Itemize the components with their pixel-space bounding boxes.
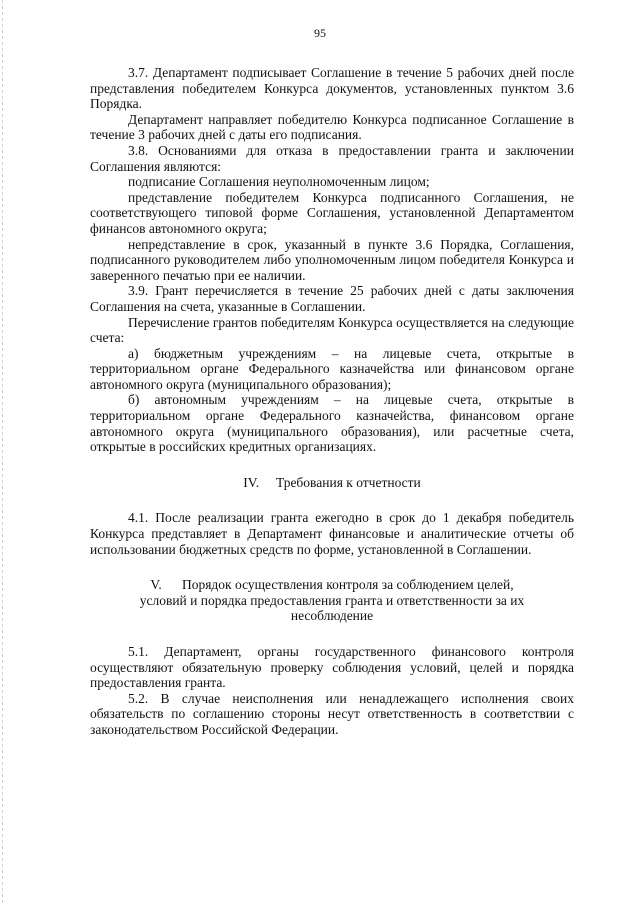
paragraph-3-7-cont: Департамент направляет победителю Конкурса подписанное Соглашение в течение 3 рабочих дней с даты его подписания.	[90, 111, 574, 143]
list-item-refusal-2: представление победителем Конкурса подписанного Соглашения, не соответствующего типовой форме Соглашения, установленной Департаментом финансов автономного округа;	[90, 189, 574, 236]
document-body	[90, 65, 574, 738]
section-5-heading-line3: несоблюдение	[290, 608, 374, 624]
page-number: 95	[314, 26, 326, 40]
paragraph-3-8: 3.8. Основаниями для отказа в предоставлении гранта и заключении Соглашения являются:	[90, 142, 574, 174]
section-4-heading: IV. Требования к отчетности	[243, 474, 421, 490]
list-item-accounts-a: а) бюджетным учреждениям – на лицевые счета, открытые в территориальном органе Федерального казначейства или финансовом органе автономного округа (муниципального образования);	[90, 345, 574, 392]
paragraph-3-9-cont: Перечисление грантов победителям Конкурса осуществляется на следующие счета:	[90, 314, 574, 346]
paragraph-3-9: 3.9. Грант перечисляется в течение 25 рабочих дней с даты заключения Соглашения на счета, указанные в Соглашении.	[90, 283, 574, 314]
list-item-refusal-3: непредставление в срок, указанный в пункте 3.6 Порядка, Соглашения, подписанного руководителем либо уполномоченным лицом победителя Конкурса и заверенного печатью при ее наличии.	[90, 236, 574, 283]
scan-edge-artifact	[2, 0, 3, 905]
list-item-accounts-b: б) автономным учреждениям – на лицевые счета, открытые в территориальном органе Федерального казначейства, финансовом органе автономного округа (муниципального образования), или расчетные счета, открытые в российских кредитных организациях.	[90, 392, 574, 455]
paragraph-3-7: 3.7. Департамент подписывает Соглашение в течение 5 рабочих дней после представления победителем Конкурса документов, установленных пунктом 3.6 Порядка.	[90, 65, 574, 112]
section-5-heading-line1: V. Порядок осуществления контроля за соблюдением целей,	[150, 577, 514, 593]
paragraph-5-1: 5.1. Департамент, органы государственного финансового контроля осуществляют обязательную проверку соблюдения условий, целей и порядка предоставления гранта.	[90, 644, 574, 691]
list-item-refusal-1: подписание Соглашения неуполномоченным лицом;	[128, 174, 430, 190]
section-5-heading-line2: условий и порядка предоставления гранта и ответственности за их	[139, 592, 525, 608]
paragraph-4-1: 4.1. После реализации гранта ежегодно в срок до 1 декабря победитель Конкурса представляет в Департамент финансовые и аналитические отчеты об использовании бюджетных средств по форме, установленной в Соглашении.	[90, 510, 574, 557]
paragraph-5-2: 5.2. В случае неисполнения или ненадлежащего исполнения своих обязательств по соглашению стороны несут ответственность в соответствии с законодательством Российской Федерации.	[90, 690, 574, 737]
